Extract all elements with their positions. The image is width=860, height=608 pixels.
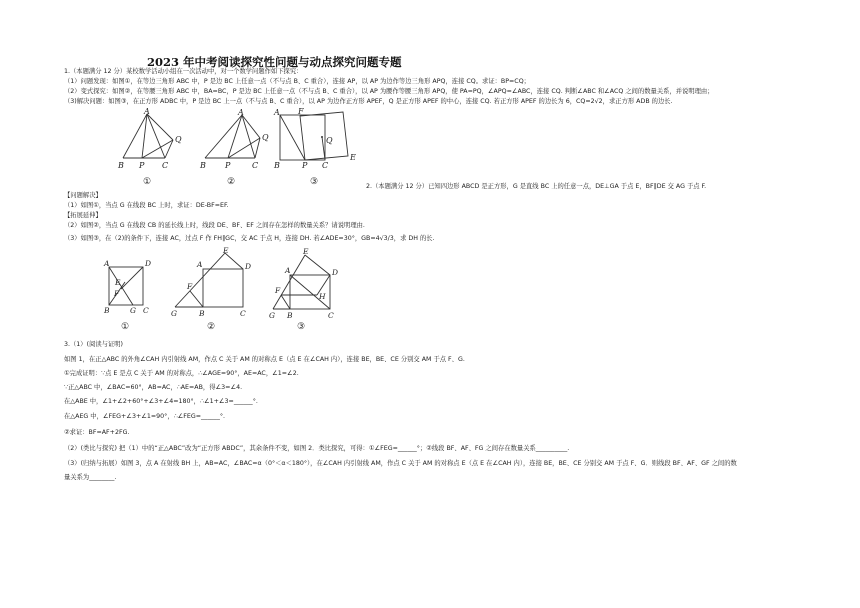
svg-text:P: P (139, 161, 145, 170)
svg-text:C: C (322, 161, 329, 170)
q3-line-2: 如图 1，在正△ABC 的外角∠CAH 内引射线 AM，作点 C 关于 AM 的对称点 E（点 E 在∠CAH 内），连接 BE，BE、CE 分别交 AM 于点 F、G. (64, 356, 465, 363)
svg-text:B: B (287, 311, 293, 320)
svg-text:C: C (143, 306, 149, 315)
svg-text:B: B (104, 306, 110, 315)
q1-figure-1 (117, 108, 182, 170)
svg-text:A: A (238, 108, 244, 117)
q3-line-10: 量关系为________. (64, 474, 117, 481)
q1-caption-2: ② (227, 177, 236, 187)
svg-text:A: A (104, 259, 110, 268)
q1-line-1: 1.（本题满分 12 分）某校数学活动小组在一次活动中，对一个数学问题作如下探究： (64, 68, 303, 75)
q2-figure-1 (103, 259, 151, 315)
q2-line-3: 【拓展延伸】 (64, 212, 102, 219)
page-title: 2023 年中考阅读探究性问题与动点探究问题专题 (147, 55, 402, 69)
svg-text:Q: Q (326, 136, 333, 145)
svg-text:G: G (269, 311, 275, 320)
svg-text:Q: Q (262, 133, 269, 142)
q1-caption-1: ① (143, 177, 152, 187)
q3-line-8: （2）(类比与探究) 把（1）中的“正△ABC”改为“正方形 ABDC”，其余条件不变，如图 2．类比探究，可得：①∠FEG=______°；②线段 BF、AF、FG 之间存在数量关系__________. (64, 445, 570, 452)
svg-text:B: B (200, 161, 206, 170)
q2-figure-3 (269, 247, 338, 320)
svg-text:C: C (240, 309, 246, 318)
svg-text:D: D (245, 262, 252, 271)
svg-text:D: D (145, 259, 152, 268)
q3-line-4: ∵正△ABC 中，∠BAC=60°，AB=AC，∴AE=AB，得∠3=∠4. (64, 384, 243, 391)
q2-header: 2.（本题满分 12 分）已知四边形 ABCD 是正方形，G 是直线 BC 上的任意一点，DE⊥GA 于点 E，BF∥DE 交 AG 于点 F. (366, 183, 707, 190)
q2-line-5: （3）如图③，在（2)的条件下，连接 AC，过点 F 作 FH∥GC，交 AC 于点 H，连接 DH. 若∠ADE=30°，GB=4√3/3，求 DH 的长. (64, 235, 435, 242)
svg-text:F: F (187, 282, 193, 291)
q1-figure-strip (110, 108, 360, 190)
svg-text:B: B (118, 161, 124, 170)
svg-text:G: G (171, 309, 177, 318)
svg-text:E: E (115, 278, 121, 287)
svg-text:A: A (274, 108, 280, 117)
q1-line-4: （3)解决问题：如图③，在正方形 ADBC 中，P 是边 BC 上一点（不与点 B、C 重合），以 AP 为边作正方形 APEF，Q 是正方形 APEF 的中心，连接 CQ. 若正方形 APEF 的边长为 6，CQ=2√2，求正方形 ADB 的边长. (64, 98, 673, 105)
q1-figure-2 (199, 108, 269, 170)
q2-caption-3: ③ (297, 322, 306, 332)
svg-text:E: E (303, 247, 309, 256)
q3-line-9: （3）(归纳与拓展）如图 3，点 A 在射线 BH 上，AB=AC，∠BAC=α（0°＜α＜180°），在∠CAH 内引射线 AM，作点 C 关于 AM 的对称点 E（点 E 在∠CAH 内），连接 BE，BE、CE 分别交 AM 于点 F、G．则线段 BF、AF、GF 之间的数 (64, 460, 737, 467)
q3-line-6: 在△AEG 中，∠FEG+∠3+∠1=90°，∴∠FEG=______°. (64, 413, 226, 420)
q2-caption-1: ① (121, 322, 130, 332)
q3-line-3: ①完成证明：∵点 E 是点 C 关于 AM 的对称点，∴∠AGE=90°，AE=AC，∠1=∠2. (64, 370, 299, 377)
q3-line-7: ②求证：BF=AF+2FG. (64, 429, 130, 436)
q1-line-3: （2）变式探究：如图②，在等腰三角形 ABC 中，BA=BC，P 是边 BC 上任意一点（不与点 B、C 重合），以 AP 为腰作等腰三角形 APQ，使 PA=PQ，∠APQ=∠ABC，连接 CQ. 判断∠ABC 和∠ACQ 之间的数量关系，并说明理由； (64, 88, 714, 95)
q1-line-2: （1）问题发现：如图①，在等边三角形 ABC 中，P 是边 BC 上任意一点（不与点 B、C 重合），连接 AP，以 AP 为边作等边三角形 APQ，连接 CQ。求证：BP=CQ； (64, 78, 530, 85)
svg-text:F: F (298, 108, 304, 116)
svg-text:G: G (130, 306, 136, 315)
q2-caption-2: ② (207, 322, 216, 332)
q2-line-4: （2）如图②，当点 G 在线段 CB 的延长线上时，线段 DE、BF、EF 之间存在怎样的数量关系？请说明理由. (64, 222, 365, 229)
q1-caption-3: ③ (310, 177, 319, 187)
svg-text:A: A (285, 266, 291, 275)
q2-figure-2 (171, 246, 251, 318)
svg-text:Q: Q (175, 135, 182, 144)
svg-text:P: P (225, 161, 231, 170)
svg-text:F: F (114, 289, 120, 298)
svg-text:D: D (332, 268, 339, 277)
svg-text:E: E (223, 246, 229, 255)
svg-text:C: C (328, 311, 334, 320)
q3-line-5: 在△ABE 中，∠1+∠2+60°+∠3+∠4=180°，∴∠1+∠3=______°. (64, 398, 258, 405)
svg-text:H: H (319, 292, 326, 301)
svg-text:C: C (162, 161, 169, 170)
q2-line-2: （1）如图①，当点 G 在线段 BC 上时，求证：DE-BF=EF. (64, 202, 229, 209)
svg-text:P: P (302, 161, 308, 170)
svg-text:E: E (350, 153, 356, 162)
svg-text:A: A (197, 260, 203, 269)
q2-figure-strip (95, 245, 345, 335)
svg-text:B: B (199, 309, 205, 318)
q2-line-1: 【问题解决】 (64, 192, 102, 199)
q1-figure-3 (273, 108, 356, 170)
svg-text:C: C (252, 161, 259, 170)
svg-text:A: A (144, 108, 150, 116)
q3-line-1: 3.（1）(阅读与证明) (64, 341, 124, 348)
svg-text:F: F (275, 286, 281, 295)
svg-text:B: B (274, 161, 280, 170)
